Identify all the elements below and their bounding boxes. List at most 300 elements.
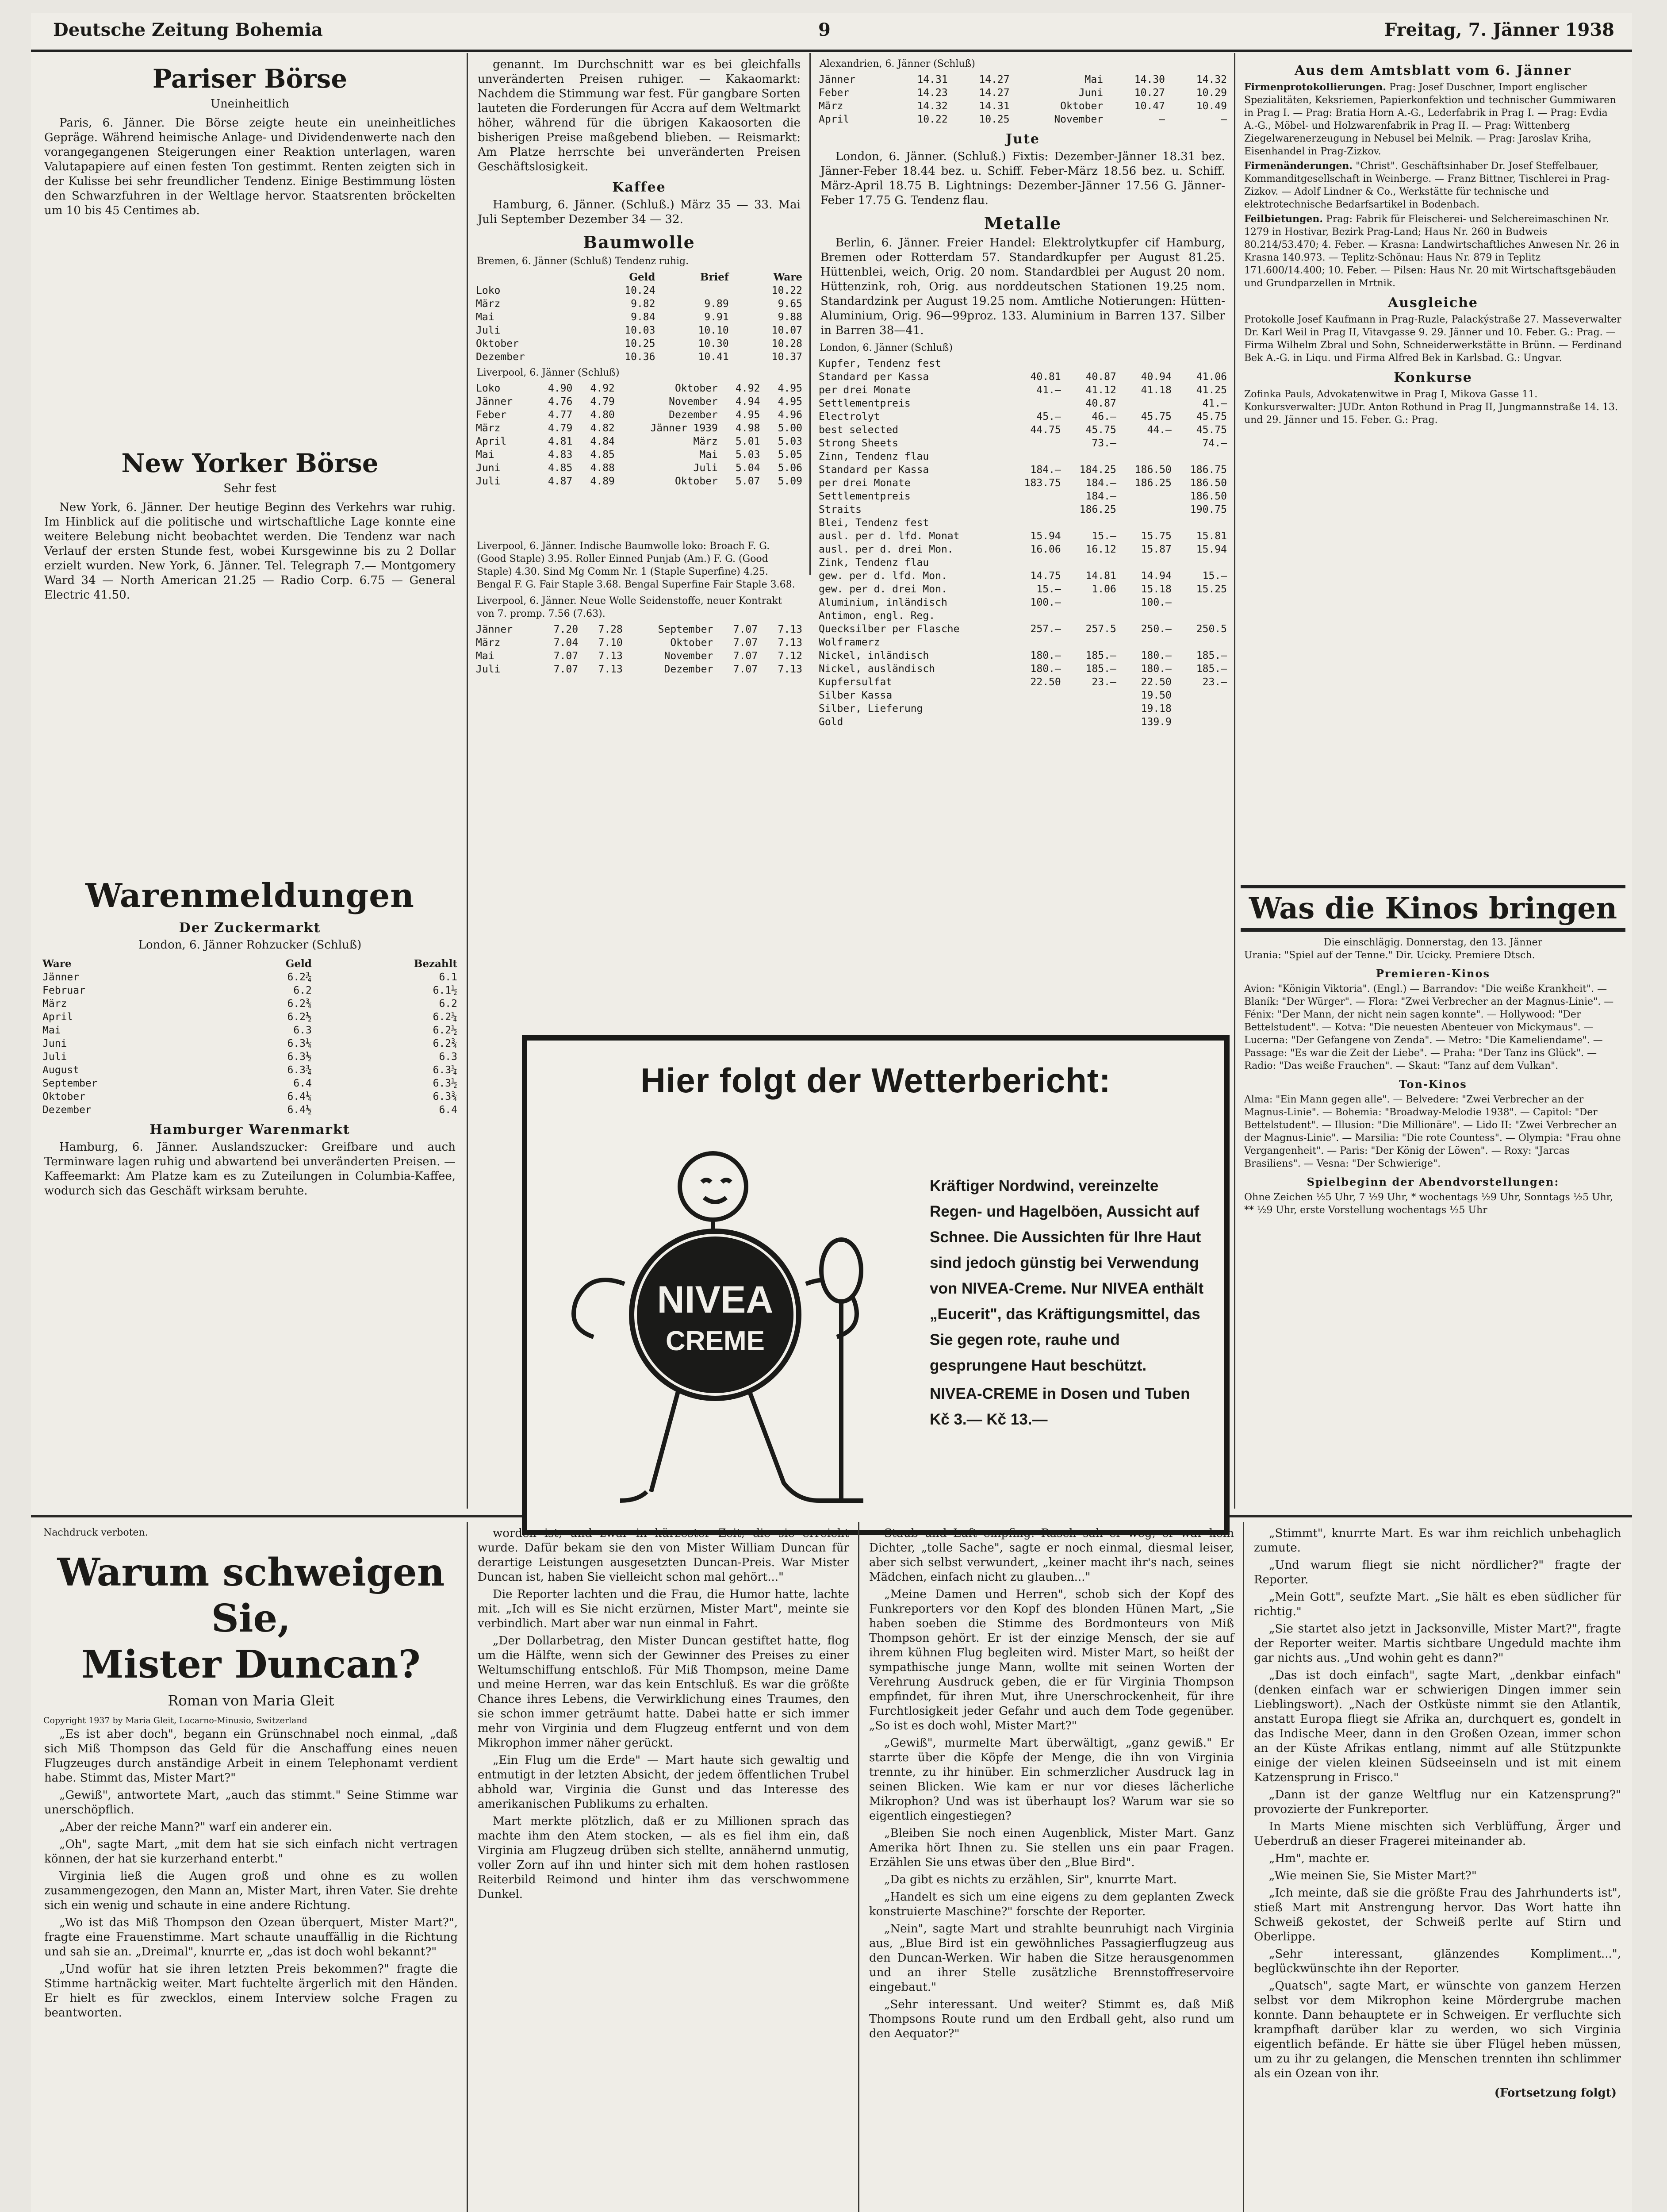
table-cell: 250.— xyxy=(1141,623,1172,635)
table-cell: 15.— xyxy=(1092,530,1116,542)
firmen-title: Firmenprotokollierungen. xyxy=(1244,81,1386,93)
table-row xyxy=(473,297,805,311)
hamburger-warenmarkt-title: Hamburger Warenmarkt xyxy=(149,1122,350,1137)
table-row xyxy=(40,1024,460,1037)
newyorker-report: New York, 6. Jänner. Der heutige Beginn des Verkehrs war ruhig. Im Hinblick auf die politische und wirtschaftliche Lage konnte eine weitere Belebung nicht beobachtet werden. Die Tendenz war nach Verlauf der ersten Stunde fest, wobei Kursgewinne bis zu 2 Dollar erzielt wurden. New York, 6. Jänner. Tel. Telegraph 7.— Montgomery Ward 34 — North American 21.25 — Radio Corp. 6.75 — General Electric 41.50. xyxy=(44,501,456,602)
table-cell xyxy=(1008,702,1064,715)
zuckermarkt-title: Der Zuckermarkt xyxy=(179,920,321,936)
table-cell: 44.75 xyxy=(1030,424,1061,436)
table-header-cell xyxy=(473,270,584,284)
table-cell xyxy=(1008,490,1064,503)
amtsblatt-column xyxy=(1241,58,1625,889)
table-cell: Standard per Kassa xyxy=(819,464,929,476)
table-cell: Antimon, engl. Reg. xyxy=(819,610,935,622)
table-row xyxy=(816,450,1230,463)
table-row xyxy=(473,395,805,408)
column-rule xyxy=(467,53,468,1509)
table-cell: 4.81 xyxy=(548,436,573,447)
table-cell xyxy=(1064,596,1119,609)
table-cell: 9.91 xyxy=(704,311,729,323)
table-cell: Juli xyxy=(476,325,501,336)
table-cell: Mai xyxy=(476,311,494,323)
table-cell: 10.37 xyxy=(771,351,802,363)
table-cell: 14.32 xyxy=(1196,74,1227,85)
table-row xyxy=(816,423,1230,437)
table-header-row xyxy=(473,270,805,284)
novel-text-2 xyxy=(478,1526,849,1902)
table-cell: 10.41 xyxy=(698,351,729,363)
table-cell: 74.— xyxy=(1202,438,1227,449)
table-cell: 4.77 xyxy=(548,409,573,421)
table-cell: — xyxy=(1221,114,1227,125)
table-cell: gew. per d. lfd. Mon. xyxy=(819,570,947,582)
table-row xyxy=(473,284,805,297)
table-cell: Februar xyxy=(42,985,85,996)
table-cell: 4.84 xyxy=(590,436,615,447)
table-row xyxy=(816,662,1230,676)
table-cell xyxy=(1008,556,1064,569)
table-row xyxy=(40,1064,460,1077)
table-cell: 7.13 xyxy=(598,664,623,675)
table-cell: 15.25 xyxy=(1196,584,1227,595)
table-row xyxy=(40,1037,460,1050)
table-cell: 40.81 xyxy=(1030,371,1061,383)
table-cell: Juli xyxy=(693,462,718,474)
table-cell xyxy=(1174,357,1230,370)
novel-paragraph: Staub und Luft empfing. Rasch sah er weg, er war kein Dichter, „tolle Sache", sagte er noch einmal, diesmal leiser, aber sich selbst verwundert, „keiner macht ihr's nach, seines Mädchen, einfach nicht zu glauben..." xyxy=(869,1527,1234,1584)
table-row xyxy=(473,649,805,663)
table-cell: Jänner xyxy=(819,74,856,85)
markets-column-1 xyxy=(40,58,460,1509)
table-cell: 186.25 xyxy=(1134,477,1172,489)
table-row xyxy=(473,337,805,350)
table-row xyxy=(816,113,1230,126)
kinos-title: Was die Kinos bringen xyxy=(1241,885,1625,932)
table-cell: 15.18 xyxy=(1141,584,1172,595)
table-cell: Wolframerz xyxy=(819,637,880,648)
table-cell: 5.03 xyxy=(736,449,760,461)
table-cell: 7.12 xyxy=(778,650,802,662)
table-cell: Mai xyxy=(1085,74,1104,85)
table-cell: 7.13 xyxy=(778,664,802,675)
table-cell: 44.— xyxy=(1147,424,1172,436)
newyorker-boerse-title: New Yorker Börse xyxy=(121,448,379,478)
table-cell: Mai xyxy=(699,449,718,461)
table-cell: 186.50 xyxy=(1134,464,1172,476)
table-cell xyxy=(1064,636,1119,649)
table-cell: April xyxy=(476,436,507,447)
ausgleiche-text: Protokolle Josef Kaufmann in Prag-Ruzle, Palackýstraße 27. Masseverwalter Dr. Karl Weil in Prag II, Vitavgasse 9. 29. Jänner und 10. Feber. G.: Prag. — Firma Wilhelm Zbral und Sohn, Schneiderwerkstätte in Brünn. — Ferdinand Bek A.-G. in Liqu. und Firma Alfred Bek in Karlsbad. G.: Ungvar. xyxy=(1244,314,1622,364)
table-row xyxy=(816,370,1230,384)
table-cell xyxy=(1064,702,1119,715)
table-cell: 6.2¾ xyxy=(287,998,312,1010)
table-cell: 14.27 xyxy=(979,87,1010,99)
novel-title-line-2: Mister Duncan? xyxy=(81,1642,421,1687)
london-metals-table-body xyxy=(816,357,1230,729)
table-cell: 185.— xyxy=(1196,663,1227,675)
table-cell: Juli xyxy=(42,1051,67,1063)
table-cell: Oktober xyxy=(476,338,519,349)
novel-paragraph: „Oh", sagte Mart, „mit dem hat sie sich einfach nicht vertragen können, der hat sie kurzerhand enterbt." xyxy=(44,1838,458,1866)
table-cell: Mai xyxy=(476,650,494,662)
table-cell: Jänner 1939 xyxy=(650,422,718,434)
table-cell: 40.94 xyxy=(1141,371,1172,383)
table-row xyxy=(816,583,1230,596)
table-cell: 41.— xyxy=(1036,384,1061,396)
table-cell: 5.07 xyxy=(736,476,760,487)
ad-copy-text: Kräftiger Nordwind, vereinzelte Regen- und Hagelböen, Aussicht auf Schnee. Die Aussichten für Ihre Haut sind jedoch günstig bei Verwendung von NIVEA-Creme. Nur NIVEA enthält „Eucerit", das Kräftigungsmittel, das Sie gegen rote, rauhe und gesprungene Haut beschützt. xyxy=(930,1177,1204,1374)
table-cell xyxy=(1119,490,1174,503)
table-cell: 5.05 xyxy=(778,449,802,461)
table-row xyxy=(816,636,1230,649)
novel-paragraph: „Und warum fliegt sie nicht nördlicher?" fragte der Reporter. xyxy=(1254,1559,1621,1586)
table-cell: 4.89 xyxy=(590,476,615,487)
table-cell: 22.50 xyxy=(1030,676,1061,688)
continued-notice: (Fortsetzung folgt) xyxy=(1494,2086,1617,2100)
table-cell xyxy=(1174,516,1230,530)
table-cell: 257.— xyxy=(1030,623,1061,635)
metalle-report: Berlin, 6. Jänner. Freier Handel: Elektrolytkupfer cif Hamburg, Bremen oder Rotterdam 57. Standardkupfer per August 81.25. Hüttenblei, weich, Orig. 20 nom. Standardblei per August 20 nom. Hüttenzink, roh, Orig. aus norddeutschen Stationen 19.25 nom. Standardzink per August 19.25 nom. Amtliche Notierungen: Hütten-Aluminium, Orig. 96—99proz. 133. Aluminium in Barren 137. Silber in Barren 38—41. xyxy=(820,236,1225,337)
novel-paragraph: „Wie meinen Sie, Sie Mister Mart?" xyxy=(1269,1869,1477,1882)
table-cell: 4.88 xyxy=(590,462,615,474)
table-cell: September xyxy=(42,1078,98,1089)
nivea-mascot-illustration xyxy=(536,1138,925,1518)
table-cell: 6.3½ xyxy=(433,1078,457,1089)
aenderungen-title: Firmenänderungen. xyxy=(1244,160,1353,172)
table-cell xyxy=(1174,609,1230,622)
table-cell: 185.— xyxy=(1085,663,1116,675)
table-cell: 73.— xyxy=(1092,438,1116,449)
table-cell: September xyxy=(658,624,713,635)
markets-column-2-lower xyxy=(473,540,805,1026)
table-cell xyxy=(1119,437,1174,450)
konkurse-title: Konkurse xyxy=(1394,370,1472,385)
table-row xyxy=(473,311,805,324)
table-cell xyxy=(1174,450,1230,463)
table-cell: Juni xyxy=(42,1038,67,1049)
novel-paragraph: „Handelt es sich um eine eigens zu dem geplanten Zweck konstruierte Maschine?" forschte der Reporter. xyxy=(869,1890,1234,1918)
table-cell: 6.1½ xyxy=(433,985,457,996)
novel-paragraph: „Das ist doch einfach", sagte Mart, „denkbar einfach" (denken einfach war er schwierigen Dingen immer sein Lieblingswort). „Nach der Ostküste nimmt sie den Atlantik, anstatt Europa fliegt sie Afrika an, durchquert es, gondelt in das Indische Meer, dann in den Großen Ozean, immer schon an der Küste Afrikas entlang, nimmt auf alle Stützpunkte einige der vielen kleinen Südseeinseln und ist mit einem Katzensprung in Frisco." xyxy=(1254,1669,1621,1784)
table-cell: Juni xyxy=(1078,87,1104,99)
table-cell xyxy=(1174,596,1230,609)
table-cell: 100.— xyxy=(1141,597,1172,608)
table-cell: 184.— xyxy=(1085,491,1116,502)
table-cell: 9.89 xyxy=(704,298,729,310)
table-cell: 10.30 xyxy=(698,338,729,349)
novel-column-1 xyxy=(40,1526,462,2212)
table-cell: 1.06 xyxy=(1092,584,1116,595)
table-cell: 6.2¾ xyxy=(287,972,312,983)
table-cell: Silber, Lieferung xyxy=(819,703,923,714)
table-cell: 4.95 xyxy=(778,383,802,394)
table-cell: Loko xyxy=(476,383,501,394)
novel-paragraph: „Nein", sagte Mart und strahlte beunruhigt nach Virginia aus, „Blue Bird ist ein gewöhnliches Passagierflugzeug aus den Duncan-Werken. Wir haben die Sitze herausgenommen und an ihrer Stelle zusätzliche Brennstoffreservoire eingebaut." xyxy=(869,1922,1234,1994)
liverpool-table xyxy=(473,382,805,488)
table-cell: 14.75 xyxy=(1030,570,1061,582)
novel-paragraph: Die Reporter lachten und die Frau, die Humor hatte, lachte mit. „Ich will es Sie nicht erzürnen, Mister Mart", meinte sie verbindlich. Mart aber war nun einmal in Fahrt. xyxy=(478,1588,849,1630)
table-header-cell: Geld xyxy=(629,271,655,283)
table-cell: Dezember xyxy=(669,409,718,421)
table-cell xyxy=(658,284,731,297)
table-cell: 4.96 xyxy=(778,409,802,421)
bremen-table-body xyxy=(473,284,805,364)
table-cell xyxy=(1119,609,1174,622)
table-cell: 19.50 xyxy=(1141,690,1172,701)
table-cell: 7.04 xyxy=(553,637,579,649)
table-row xyxy=(40,984,460,997)
table-cell: 6.3 xyxy=(293,1025,312,1036)
table-cell: 14.30 xyxy=(1134,74,1165,85)
table-cell: 41.06 xyxy=(1196,371,1227,383)
feilbietungen-text: Prag: Fabrik für Fleischerei- und Selchereimaschinen Nr. 1279 in Hostivar, Bezirk Prag-Land; Haus Nr. 260 in Budweis 80.214/53.470; 4. Feber. — Krasna: Landwirtschaftliches Anwesen Nr. 26 in Krasna 140.973. — Teplitz-Schönau: Haus Nr. 879 in Teplitz 171.600/14.400; 10. Feber. — Pilsen: Haus Nr. 20 mit Wirtschaftsgebäuden und Grundparzellen in Mrtnik. xyxy=(1244,214,1619,289)
table-cell: 7.13 xyxy=(778,624,802,635)
spielbeginn-text: Ohne Zeichen ½5 Uhr, 7 ½9 Uhr, * wochentags ½9 Uhr, Sonntags ½5 Uhr, ** ½9 Uhr, erste Vorstellung wochentags ½5 Uhr xyxy=(1244,1192,1613,1216)
table-cell: Juli xyxy=(476,664,501,675)
novel-title xyxy=(40,1550,462,1688)
table-cell: 186.50 xyxy=(1190,491,1227,502)
table-cell: Kupfersulfat xyxy=(819,676,893,688)
table-cell: 14.27 xyxy=(979,74,1010,85)
table-row xyxy=(40,971,460,984)
table-row xyxy=(40,1103,460,1117)
tonkinos-title: Ton-Kinos xyxy=(1399,1078,1467,1091)
column-rule xyxy=(1234,53,1235,1509)
table-row xyxy=(816,609,1230,622)
novel-paragraph: „Und wofür hat sie ihren letzten Preis bekommen?" fragte die Stimme hartnäckig weiter. Mart fuchtelte ärgerlich mit den Händen. Er hielt es für zwecklos, einem Interview solche Fragen zu beantworten. xyxy=(44,1962,458,2020)
table-cell xyxy=(1008,397,1064,410)
table-cell xyxy=(1008,636,1064,649)
table-cell: 185.— xyxy=(1196,650,1227,661)
novel-paragraph: „Dann ist der ganze Weltflug nur ein Katzensprung?" provozierte der Funkreporter. xyxy=(1254,1788,1621,1816)
ad-copy xyxy=(930,1173,1213,1435)
table-cell xyxy=(1174,689,1230,702)
novel-text-1 xyxy=(44,1727,458,2020)
table-header-cell: Geld xyxy=(285,958,312,970)
table-cell: Oktober xyxy=(1060,100,1104,112)
novel-author: Roman von Maria Gleit xyxy=(168,1692,334,1709)
table-cell: 7.13 xyxy=(778,637,802,649)
novel-column-4 xyxy=(1249,1526,1625,2212)
premieren-listing: Avion: "Königin Viktoria". (Engl.) — Barrandov: "Die weiße Krankheit". — Blaník: "Der Würger". — Flora: "Zwei Verbrecher an der Magnus-Linie". — Fénix: "Der Mann, der nicht nein sagen konnte". — Hollywood: "Der Bettelstudent". — Kotva: "Die neuesten Abenteuer von Mickymaus". — Lucerna: "Der Gefangene von Zenda". — Metro: "Die Kameliendame". — Passage: "Es war die Zeit der Liebe". — Praha: "Der Tanz ins Glück". — Radio: "Das weiße Frauchen". — Skaut: "Tanz auf dem Vulkan". xyxy=(1244,983,1614,1071)
table-cell: 14.31 xyxy=(917,74,948,85)
feilbietungen-title: Feilbietungen. xyxy=(1244,213,1323,225)
table-cell: 10.25 xyxy=(979,114,1010,125)
markets-column-2 xyxy=(473,58,805,575)
table-cell: 45.75 xyxy=(1196,424,1227,436)
table-cell: 46.— xyxy=(1092,411,1116,422)
table-cell: 10.25 xyxy=(625,338,655,349)
table-cell: 6.4½ xyxy=(287,1104,312,1116)
table-cell xyxy=(1119,636,1174,649)
table-cell xyxy=(1008,357,1064,370)
table-cell: 41.25 xyxy=(1196,384,1227,396)
table-cell: 4.79 xyxy=(590,396,615,407)
table-cell: 10.36 xyxy=(625,351,655,363)
london-sugar-heading: London, 6. Jänner Rohzucker (Schluß) xyxy=(138,938,362,952)
table-cell: 6.3 xyxy=(439,1051,457,1063)
table-cell xyxy=(1174,556,1230,569)
table-cell: 100.— xyxy=(1030,597,1061,608)
table-cell: November xyxy=(1054,114,1104,125)
novel-copyright: Copyright 1937 by Maria Gleit, Locarno-Minusio, Switzerland xyxy=(43,1716,307,1725)
table-row xyxy=(816,596,1230,609)
table-row xyxy=(40,997,460,1010)
table-header-cell: Brief xyxy=(700,271,729,283)
page-number: 9 xyxy=(818,19,831,40)
novel-paragraph: „Quatsch", sagte Mart, er wünschte von ganzem Herzen selbst vor dem Mikrophon keine Mördergrube machen konnte. Dann behauptete er in Schweigen. Er verfluchte sich krampfhaft darüber klar zu werden, wo sich Virginia eigentlich befände. Er hätte sie über Flügel heben müssen, um zu ihr zu gelangen, die Menschen trennten ihn schlimmer als ein Ozean von ihr. xyxy=(1254,1979,1621,2080)
table-cell xyxy=(1174,715,1230,729)
table-cell: 15.94 xyxy=(1196,544,1227,555)
london-metals-table xyxy=(816,357,1230,729)
table-row xyxy=(473,475,805,488)
table-cell: April xyxy=(819,114,850,125)
table-cell: 10.07 xyxy=(771,325,802,336)
table-cell: 6.3¼ xyxy=(433,1064,457,1076)
table-cell: 5.04 xyxy=(736,462,760,474)
aenderungen-text: "Christ". Geschäftsinhaber Dr. Josef Steffelbauer, Kommanditgesellschaft in Weinberge. — Franz Bittner, Tischlerei in Prag-Zizkov. — Adolf Lindner & Co., Werkstätte für technische und elektrotechnische Bedarfsartikel in Bodenbach. xyxy=(1244,161,1610,210)
table-cell: Strong Sheets xyxy=(819,438,899,449)
alexandrien-table xyxy=(816,73,1230,126)
table-cell: 190.75 xyxy=(1190,504,1227,515)
table-cell: Kupfer, Tendenz fest xyxy=(819,358,941,369)
table-cell xyxy=(1008,715,1064,729)
table-cell: 7.20 xyxy=(553,624,579,635)
table-header-cell: Bezahlt xyxy=(414,958,457,970)
table-cell: 7.07 xyxy=(553,650,579,662)
table-cell: 10.28 xyxy=(771,338,802,349)
table-cell: Mai xyxy=(476,449,494,461)
baumwolle-title: Baumwolle xyxy=(583,232,695,252)
table-cell: 257.5 xyxy=(1085,623,1116,635)
table-cell: 10.49 xyxy=(1196,100,1227,112)
table-cell: 14.94 xyxy=(1141,570,1172,582)
novel-paragraph: Virginia ließ die Augen groß und ohne es zu wollen zusammengezogen, den Mann an, Mister Mart, ihren Vater. Sie drehte sich ein wenig und schaute in eine andere Richtung. xyxy=(44,1870,458,1912)
novel-text-4 xyxy=(1254,1526,1621,2081)
table-row xyxy=(473,636,805,649)
table-cell: 16.12 xyxy=(1085,544,1116,555)
table-cell: 4.94 xyxy=(736,396,760,407)
table-cell: Juli xyxy=(476,476,501,487)
table-cell: März xyxy=(476,637,501,649)
table-cell: Dezember xyxy=(664,664,713,675)
sugar-table-body xyxy=(40,971,460,1117)
novel-title-line-1: Warum schweigen Sie, xyxy=(57,1550,445,1641)
newspaper-page xyxy=(31,13,1632,2212)
nivea-tin-label: CREME xyxy=(666,1326,765,1356)
table-cell: 15.81 xyxy=(1196,530,1227,542)
table-row xyxy=(473,623,805,636)
table-cell: 9.82 xyxy=(631,298,655,310)
table-cell: gew. per d. drei Mon. xyxy=(819,584,947,595)
table-cell: 6.4¼ xyxy=(287,1091,312,1102)
table-cell: 7.28 xyxy=(598,624,623,635)
warenmeldungen-title: Warenmeldungen xyxy=(85,877,414,915)
nivea-tin-brand: NIVEA xyxy=(657,1279,774,1321)
table-cell: 183.75 xyxy=(1024,477,1061,489)
table-row xyxy=(816,530,1230,543)
table-cell: per drei Monate xyxy=(819,384,911,396)
ad-price-text: NIVEA-CREME in Dosen und Tuben Kč 3.— Kč 13.— xyxy=(930,1385,1190,1428)
table-cell: Gold xyxy=(819,716,843,728)
table-cell: Loko xyxy=(476,285,501,296)
table-cell xyxy=(1064,609,1119,622)
table-cell: 15.94 xyxy=(1030,530,1061,542)
table-cell: 4.90 xyxy=(548,383,573,394)
indische-baumwolle-report: Liverpool, 6. Jänner. Indische Baumwolle loko: Broach F. G. (Good Staple) 3.95. Roller Einned Punjab (Am.) F. G. (Good Staple) 4.30. Sind Mg Comm Nr. 1 (Staple Superfine) 4.25. Bengal F. G. Fair Staple 3.68. Bengal Superfine Fair Staple 3.68. xyxy=(477,541,795,590)
column-rule xyxy=(809,53,811,575)
urania-listing: Urania: "Spiel auf der Tenne." Dir. Ucicky. Premiere Dtsch. xyxy=(1244,950,1535,961)
table-cell: ausl. per d. lfd. Monat xyxy=(819,530,960,542)
amtsblatt-title: Aus dem Amtsblatt vom 6. Jänner xyxy=(1295,63,1571,78)
table-cell: 186.25 xyxy=(1079,504,1116,515)
kaffee-report: Hamburg, 6. Jänner. (Schluß.) März 35 — 33. Mai Juli September Dezember 34 — 32. xyxy=(478,198,801,226)
table-cell: 14.81 xyxy=(1085,570,1116,582)
novel-paragraph: „Sie startet also jetzt in Jacksonville, Mister Mart?", fragte der Reporter weiter. Martis sichtbare Ungeduld machte ihm gar nichts aus. „Und wohin geht es dann?" xyxy=(1254,1622,1621,1665)
reprint-notice: Nachdruck verboten. xyxy=(43,1527,148,1538)
table-row xyxy=(816,676,1230,689)
table-row xyxy=(816,410,1230,423)
table-row xyxy=(816,543,1230,556)
novel-paragraph: „Hm", machte er. xyxy=(1269,1852,1370,1865)
table-cell xyxy=(1174,702,1230,715)
table-cell: 185.— xyxy=(1085,650,1116,661)
alexandrien-table-body xyxy=(816,73,1230,126)
table-cell xyxy=(1064,357,1119,370)
table-cell: 14.23 xyxy=(917,87,948,99)
table-cell: 4.85 xyxy=(548,462,573,474)
table-cell xyxy=(1008,516,1064,530)
table-row xyxy=(40,1010,460,1024)
table-cell: 45.75 xyxy=(1085,424,1116,436)
table-cell: März xyxy=(693,436,718,447)
table-cell: November xyxy=(669,396,718,407)
table-cell: Straits xyxy=(819,504,862,515)
table-cell: — xyxy=(1159,114,1165,125)
table-cell: Standard per Kassa xyxy=(819,371,929,383)
novel-paragraph: In Marts Miene mischten sich Verblüffung, Ärger und Ueberdruß an dieser Fragerei miteinander ab. xyxy=(1254,1820,1621,1848)
table-cell: 250.5 xyxy=(1196,623,1227,635)
table-cell: 6.2¼ xyxy=(433,1011,457,1023)
table-cell: 7.07 xyxy=(733,650,758,662)
table-cell: 180.— xyxy=(1030,650,1061,661)
column-rule xyxy=(858,1522,859,2212)
table-cell: 6.2 xyxy=(293,985,312,996)
table-row xyxy=(40,1077,460,1090)
table-row xyxy=(816,516,1230,530)
table-cell: Dezember xyxy=(42,1104,92,1116)
table-cell: 41.12 xyxy=(1085,384,1116,396)
table-cell: 186.50 xyxy=(1190,477,1227,489)
novel-paragraph: „Mein Gott", seufzte Mart. „Sie hält es eben südlicher für richtig." xyxy=(1254,1590,1621,1618)
table-row xyxy=(816,622,1230,636)
kaffee-title: Kaffee xyxy=(612,180,666,195)
table-cell xyxy=(1119,503,1174,516)
table-cell: 23.— xyxy=(1092,676,1116,688)
nivea-advertisement xyxy=(522,1035,1230,1535)
konkurse-text: Zofinka Pauls, Advokatenwitwe in Prag I, Mikova Gasse 11. Konkursverwalter: JUDr. Anton Rothund in Prag II, Jungmannstraße 14. 13. und 29. Jänner und 15. Feber. G.: Prag. xyxy=(1244,389,1618,426)
table-cell: 6.3¾ xyxy=(433,1091,457,1102)
table-row xyxy=(816,100,1230,113)
table-row xyxy=(473,350,805,364)
tonkinos-listing: Alma: "Ein Mann gegen alle". — Belvedere: "Zwei Verbrecher an der Magnus-Linie". — Bohemia: "Broadway-Melodie 1938". — Capitol: "Der Bettelstudent". — Illusion: "Die Millionäre". — Lido II: "Zwei Verbrecher an der Magnus-Linie". — Marsilia: "Die rote Countess". — Olympia: "Frau ohne Vergangenheit". — Paris: "Der König der Löwen". — Roxy: "Jarcas Brasiliens". — Vesna: "Der Schwierige". xyxy=(1244,1094,1621,1169)
novel-column-2 xyxy=(473,1526,854,2212)
metalle-title: Metalle xyxy=(984,213,1062,233)
table-cell: 10.22 xyxy=(917,114,948,125)
novel-paragraph: worden ist, und zwar in kürzester Zeit, die sie erreicht wurde. Dafür bekam sie den von Mister William Duncan für derartige Leistungen ausgesetzten Duncan-Preis. War Mister Duncan ist, haben Sie vielleicht schon mal gehört..." xyxy=(478,1527,849,1584)
table-row xyxy=(816,476,1230,490)
pariser-report: Paris, 6. Jänner. Die Börse zeigte heute ein uneinheitliches Gepräge. Während heimische Anlage- und Dividendenwerte nach den vorangegangenen Steigerungen einer Reaktion unterlagen, waren Valutapapiere auf einen festen Ton gestimmt. Renten zeigten sich in der Kulisse bei sehr freundlicher Tendenz. Einige Bestimmung lösten den Schwarzfuhren in der Weltlage hervor. Staatsrenten bröckelten um 10 bis 45 Centimes ab. xyxy=(44,116,456,217)
